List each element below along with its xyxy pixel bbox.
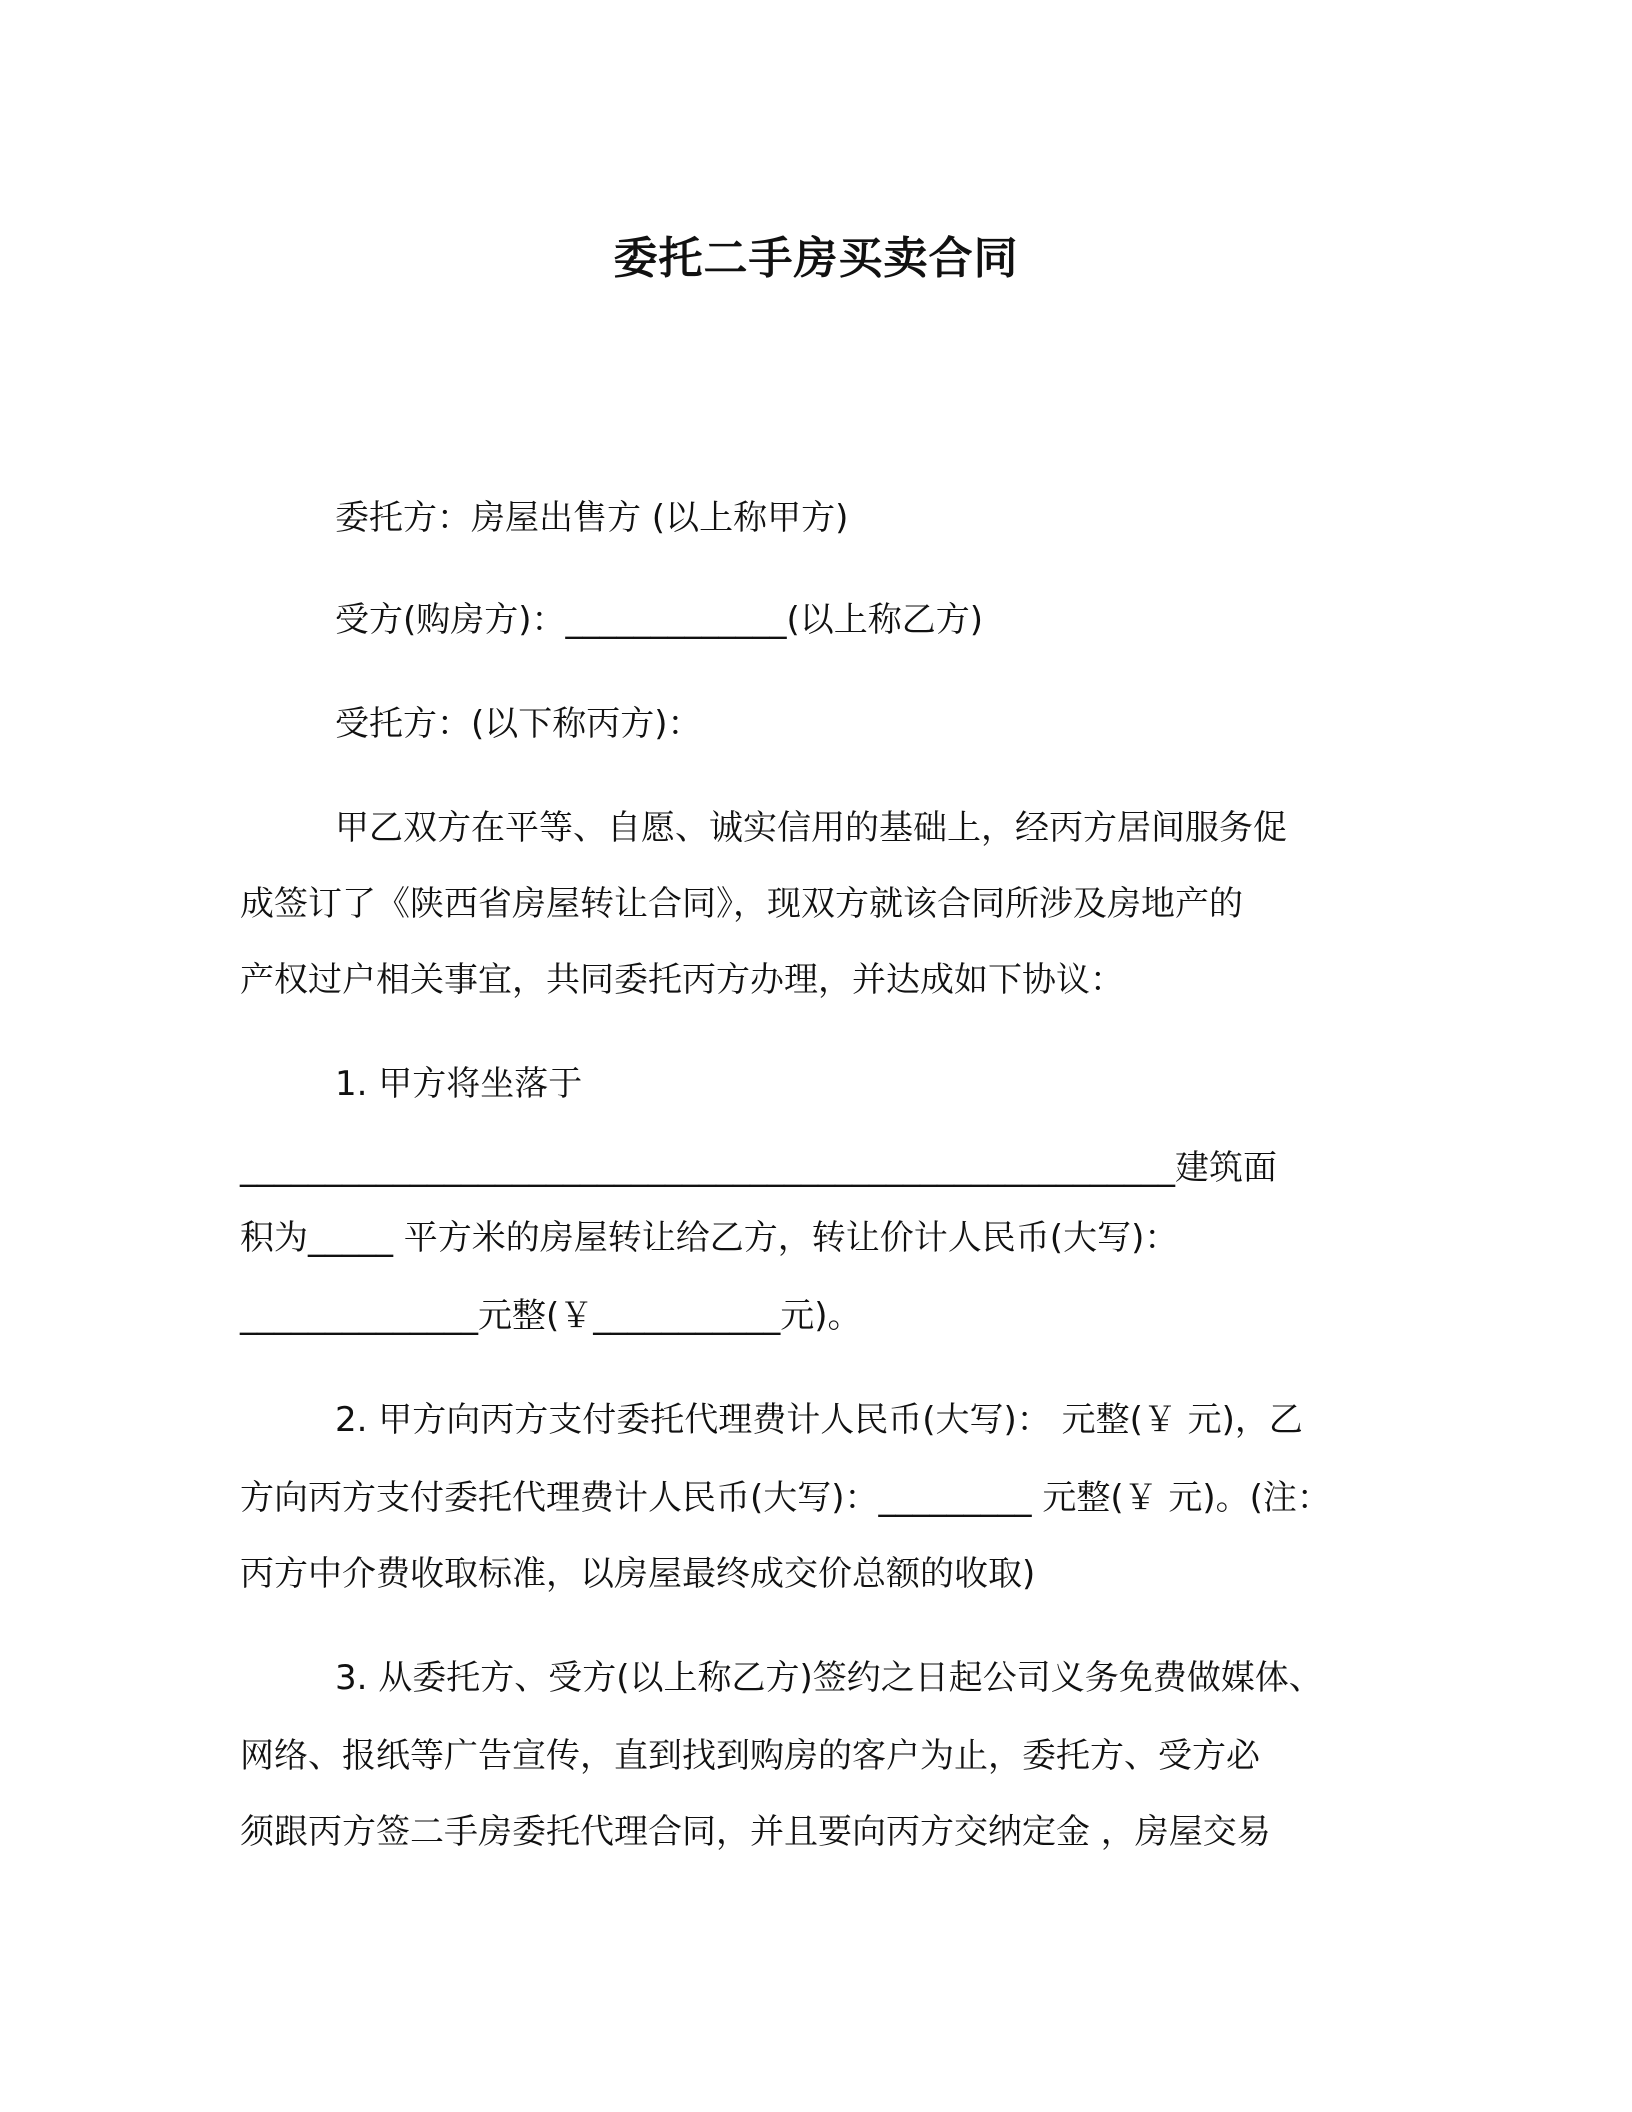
item-3-line-2: 网络、报纸等广告宣传，直到找到购房的客户为止，委托方、受方必 <box>240 1736 1260 1776</box>
preamble-line-1: 甲乙双方在平等、自愿、诚实信用的基础上，经丙方居间服务促 <box>335 808 1287 848</box>
item-2-line-1: 2. 甲方向丙方支付委托代理费计人民币(大写)： 元整(￥ 元)，乙 <box>335 1400 1303 1440</box>
item-1-line-3: 积为_____ 平方米的房屋转让给乙方，转让价计人民币(大写)： <box>240 1218 1179 1258</box>
item-3-line-3: 须跟丙方签二手房委托代理合同，并且要向丙方交纳定金 ，房屋交易 <box>240 1812 1271 1852</box>
item-3-line-1: 3. 从委托方、受方(以上称乙方)签约之日起公司义务免费做媒体、 <box>335 1658 1323 1698</box>
document-title: 委托二手房买卖合同 <box>613 233 1019 284</box>
clause-buyer: 受方(购房方)：_____________(以上称乙方) <box>335 600 984 640</box>
item-2-line-2: 方向丙方支付委托代理费计人民币(大写)：_________ 元整(￥ 元)。(注： <box>240 1478 1331 1518</box>
item-1-line-4: ______________元整(￥___________元)。 <box>240 1296 862 1336</box>
preamble-line-2: 成签订了《陕西省房屋转让合同》，现双方就该合同所涉及房地产的 <box>240 884 1243 924</box>
clause-principal: 委托方：房屋出售方 (以上称甲方) <box>335 498 849 538</box>
clause-agent: 受托方：(以下称丙方)： <box>335 704 702 744</box>
item-2-line-3: 丙方中介费收取标准，以房屋最终成交价总额的收取) <box>240 1554 1036 1594</box>
preamble-line-3: 产权过户相关事宜，共同委托丙方办理，并达成如下协议： <box>240 960 1124 1000</box>
item-1-line-1: 1. 甲方将坐落于 <box>335 1064 583 1104</box>
item-1-line-2: _______________________________________________________建筑面 <box>240 1148 1277 1188</box>
